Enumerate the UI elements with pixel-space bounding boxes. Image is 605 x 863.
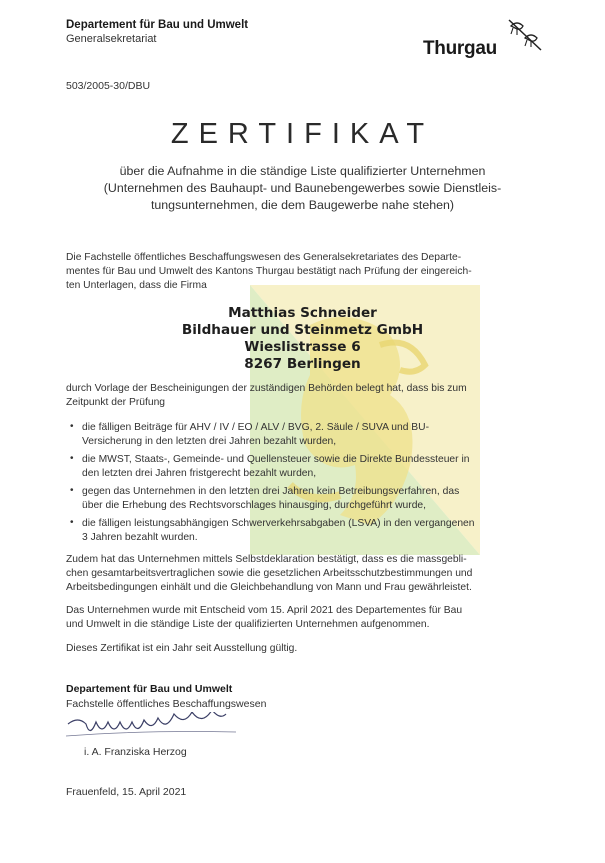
declaration-line: Zudem hat das Unternehmen mittels Selbstdeklaration bestätigt, dass es die massgebli- [66,554,467,565]
company-business: Bildhauer und Steinmetz GmbH [181,322,424,338]
evidence-line: Zeitpunkt der Prüfung [66,397,166,408]
thurgau-coat-of-arms-icon [505,18,545,52]
signature-department: Departement für Bau und Umwelt [66,683,233,695]
bullet-line: die fälligen Beiträge für AHV / IV / EO / ALV / BVG, 2. Säule / SUVA und BU- [82,422,430,433]
reference-number: 503/2005-30/DBU [66,80,151,92]
bullet-marker: • [70,421,74,432]
evidence-line: durch Vorlage der Bescheinigungen der zuständigen Behörden belegt hat, dass bis zum [66,383,467,394]
bullet-marker: • [70,517,74,528]
intro-line: ten Unterlagen, dass die Firma [66,280,207,291]
bullet-line: den letzten drei Jahren fristgerecht bezahlt wurden, [82,468,317,479]
bullet-marker: • [70,453,74,464]
bullet-line: die fälligen leistungsabhängigen Schwerverkehrsabgaben (LSVA) in den vergangenen [82,518,475,529]
intro-line: Die Fachstelle öffentliches Beschaffungswesen des Generalsekretariates des Departe- [66,252,462,263]
declaration-line: Arbeitsbedingungen einhält und die Gleichbehandlung von Mann und Frau gewährleistet. [66,582,472,593]
bullet-line: die MWST, Staats-, Gemeinde- und Quellensteuer sowie die Direkte Bundessteuer in [82,454,470,465]
bullet-marker: • [70,485,74,496]
decision-line: und Umwelt in die ständige Liste der qualifizierten Unternehmen aufgenommen. [66,619,430,630]
company-owner: Matthias Schneider [228,305,377,321]
secretariat-label: Generalsekretariat [66,33,157,45]
subtitle-line: tungsunternehmen, die dem Baugewerbe nahe stehen) [150,198,455,212]
department-title: Departement für Bau und Umwelt [66,19,249,31]
subtitle-line: (Unternehmen des Bauhaupt- und Baunebengewerbes sowie Dienstleis- [103,181,502,195]
bullet-line: Versicherung in den letzten drei Jahren bezahlt wurden, [82,436,337,447]
bullet-line: 3 Jahren bezahlt wurden. [82,532,198,543]
certificate-title: ZERTIFIKAT [170,118,435,150]
bullet-line: gegen das Unternehmen in den letzten drei Jahren kein Betreibungsverfahren, das [82,486,460,497]
company-street: Wieslistrasse 6 [244,339,361,355]
signer-name: i. A. Franziska Herzog [84,746,187,758]
subtitle-line: über die Aufnahme in die ständige Liste qualifizierter Unternehmen [119,164,486,178]
company-city: 8267 Berlingen [244,356,361,372]
validity-statement: Dieses Zertifikat ist ein Jahr seit Ausstellung gültig. [66,643,298,654]
intro-line: mentes für Bau und Umwelt des Kantons Thurgau bestätigt nach Prüfung der eingereich- [66,266,472,277]
thurgau-logo-text: Thurgau [423,38,497,59]
signature-office: Fachstelle öffentliches Beschaffungswesen [66,698,267,710]
declaration-line: chen gesamtarbeitsvertraglichen sowie die gesetzlichen Arbeitsschutzbestimmungen und [66,568,473,579]
place-date: Frauenfeld, 15. April 2021 [66,786,187,798]
bullet-line: über die Erhebung des Rechtsvorschlages hinausging, durchgeführt wurde, [82,500,427,511]
decision-line: Das Unternehmen wurde mit Entscheid vom 15. April 2021 des Departementes für Bau [66,605,463,616]
